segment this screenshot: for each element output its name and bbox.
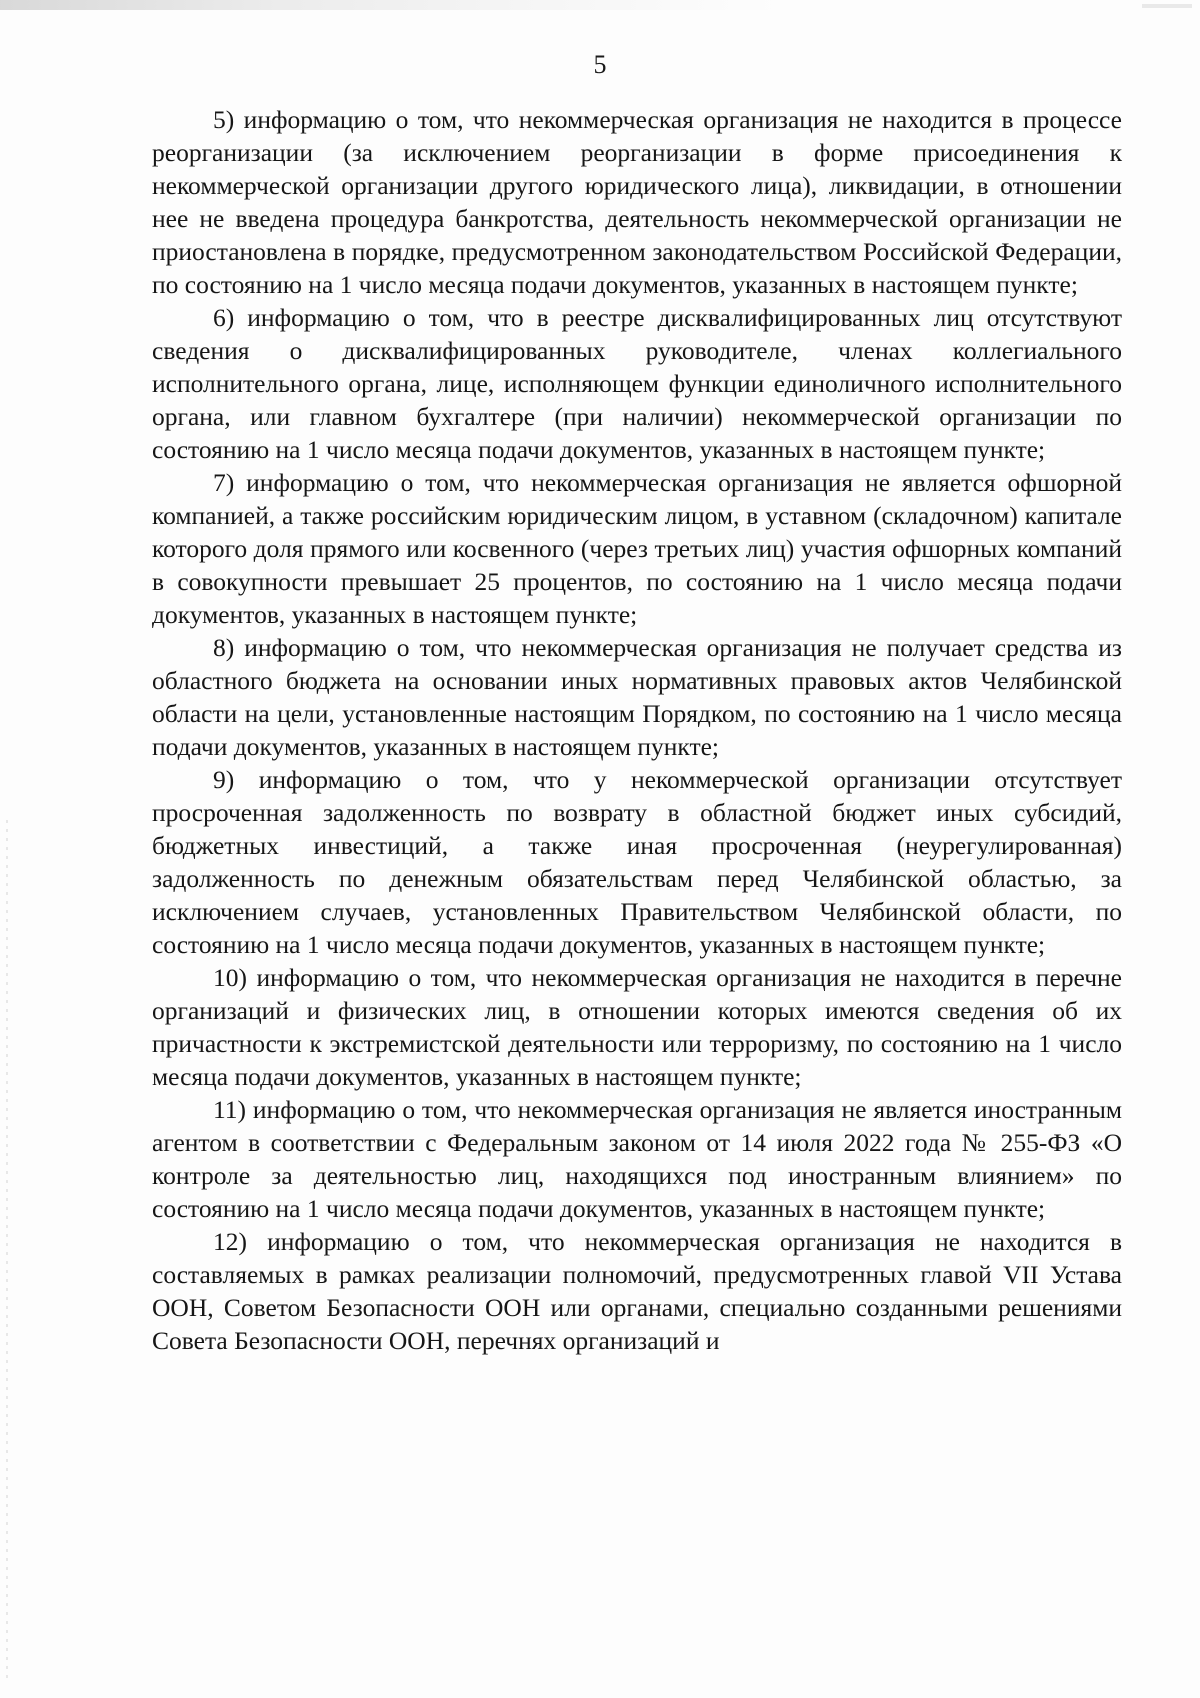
paragraph-item-9: 9) информацию о том, что у некоммерческой организации отсутствует просроченная задолженность по возврату в областной бюджет иных субсидий, бюджетных инвестиций, а также иная просроченная (неурегулированная) задолженность по денежным обязательствам перед Челябинской областью, за исключением случаев, установленных Правительством Челябинской области, по состоянию на 1 число месяца подачи документов, указанных в настоящем пункте; (152, 765, 1122, 959)
paragraph-item-11: 11) информацию о том, что некоммерческая организация не является иностранным агентом в соответствии с Федеральным законом от 14 июля 2022 года № 255-ФЗ «О контроле за деятельностью лиц, находящихся под иностранным влиянием» по состоянию на 1 число месяца подачи документов, указанных в настоящем пункте; (152, 1095, 1122, 1223)
paragraph-item-6: 6) информацию о том, что в реестре дисквалифицированных лиц отсутствуют сведения о дисквалифицированных руководителе, членах коллегиального исполнительного органа, лице, исполняющем функции единоличного исполнительного органа, или главном бухгалтере (при наличии) некоммерческой организации по состоянию на 1 число месяца подачи документов, указанных в настоящем пункте; (152, 303, 1122, 464)
paragraph-item-8: 8) информацию о том, что некоммерческая организация не получает средства из областного бюджета на основании иных нормативных правовых актов Челябинской области на цели, установленные настоящим Порядком, по состоянию на 1 число месяца подачи документов, указанных в настоящем пункте; (152, 633, 1122, 761)
document-body (152, 103, 1122, 1357)
paragraph-item-12: 12) информацию о том, что некоммерческая организация не находится в составляемых в рамках реализации полномочий, предусмотренных главой VII Устава ООН, Советом Безопасности ООН или органами, специально созданными решениями Совета Безопасности ООН, перечнях организаций и (152, 1227, 1122, 1355)
page-number: 5 (593, 50, 607, 79)
paragraph-item-5: 5) информацию о том, что некоммерческая организация не находится в процессе реорганизации (за исключением реорганизации в форме присоединения к некоммерческой организации другого юридического лица), ликвидации, в отношении нее не введена процедура банкротства, деятельность некоммерческой организации не приостановлена в порядке, предусмотренном законодательством Российской Федерации, по состоянию на 1 число месяца подачи документов, указанных в настоящем пункте; (152, 105, 1122, 299)
scan-artifact-corner (1142, 4, 1192, 8)
scan-artifact-left-edge (6, 820, 8, 1680)
scan-artifact-top (0, 0, 780, 10)
paragraph-item-10: 10) информацию о том, что некоммерческая организация не находится в перечне организаций и физических лиц, в отношении которых имеются сведения об их причастности к экстремистской деятельности или терроризму, по состоянию на 1 число месяца подачи документов, указанных в настоящем пункте; (152, 963, 1122, 1091)
paragraph-item-7: 7) информацию о том, что некоммерческая организация не является офшорной компанией, а также российским юридическим лицом, в уставном (складочном) капитале которого доля прямого или косвенного (через третьих лиц) участия офшорных компаний в совокупности превышает 25 процентов, по состоянию на 1 число месяца подачи документов, указанных в настоящем пункте; (152, 468, 1122, 629)
